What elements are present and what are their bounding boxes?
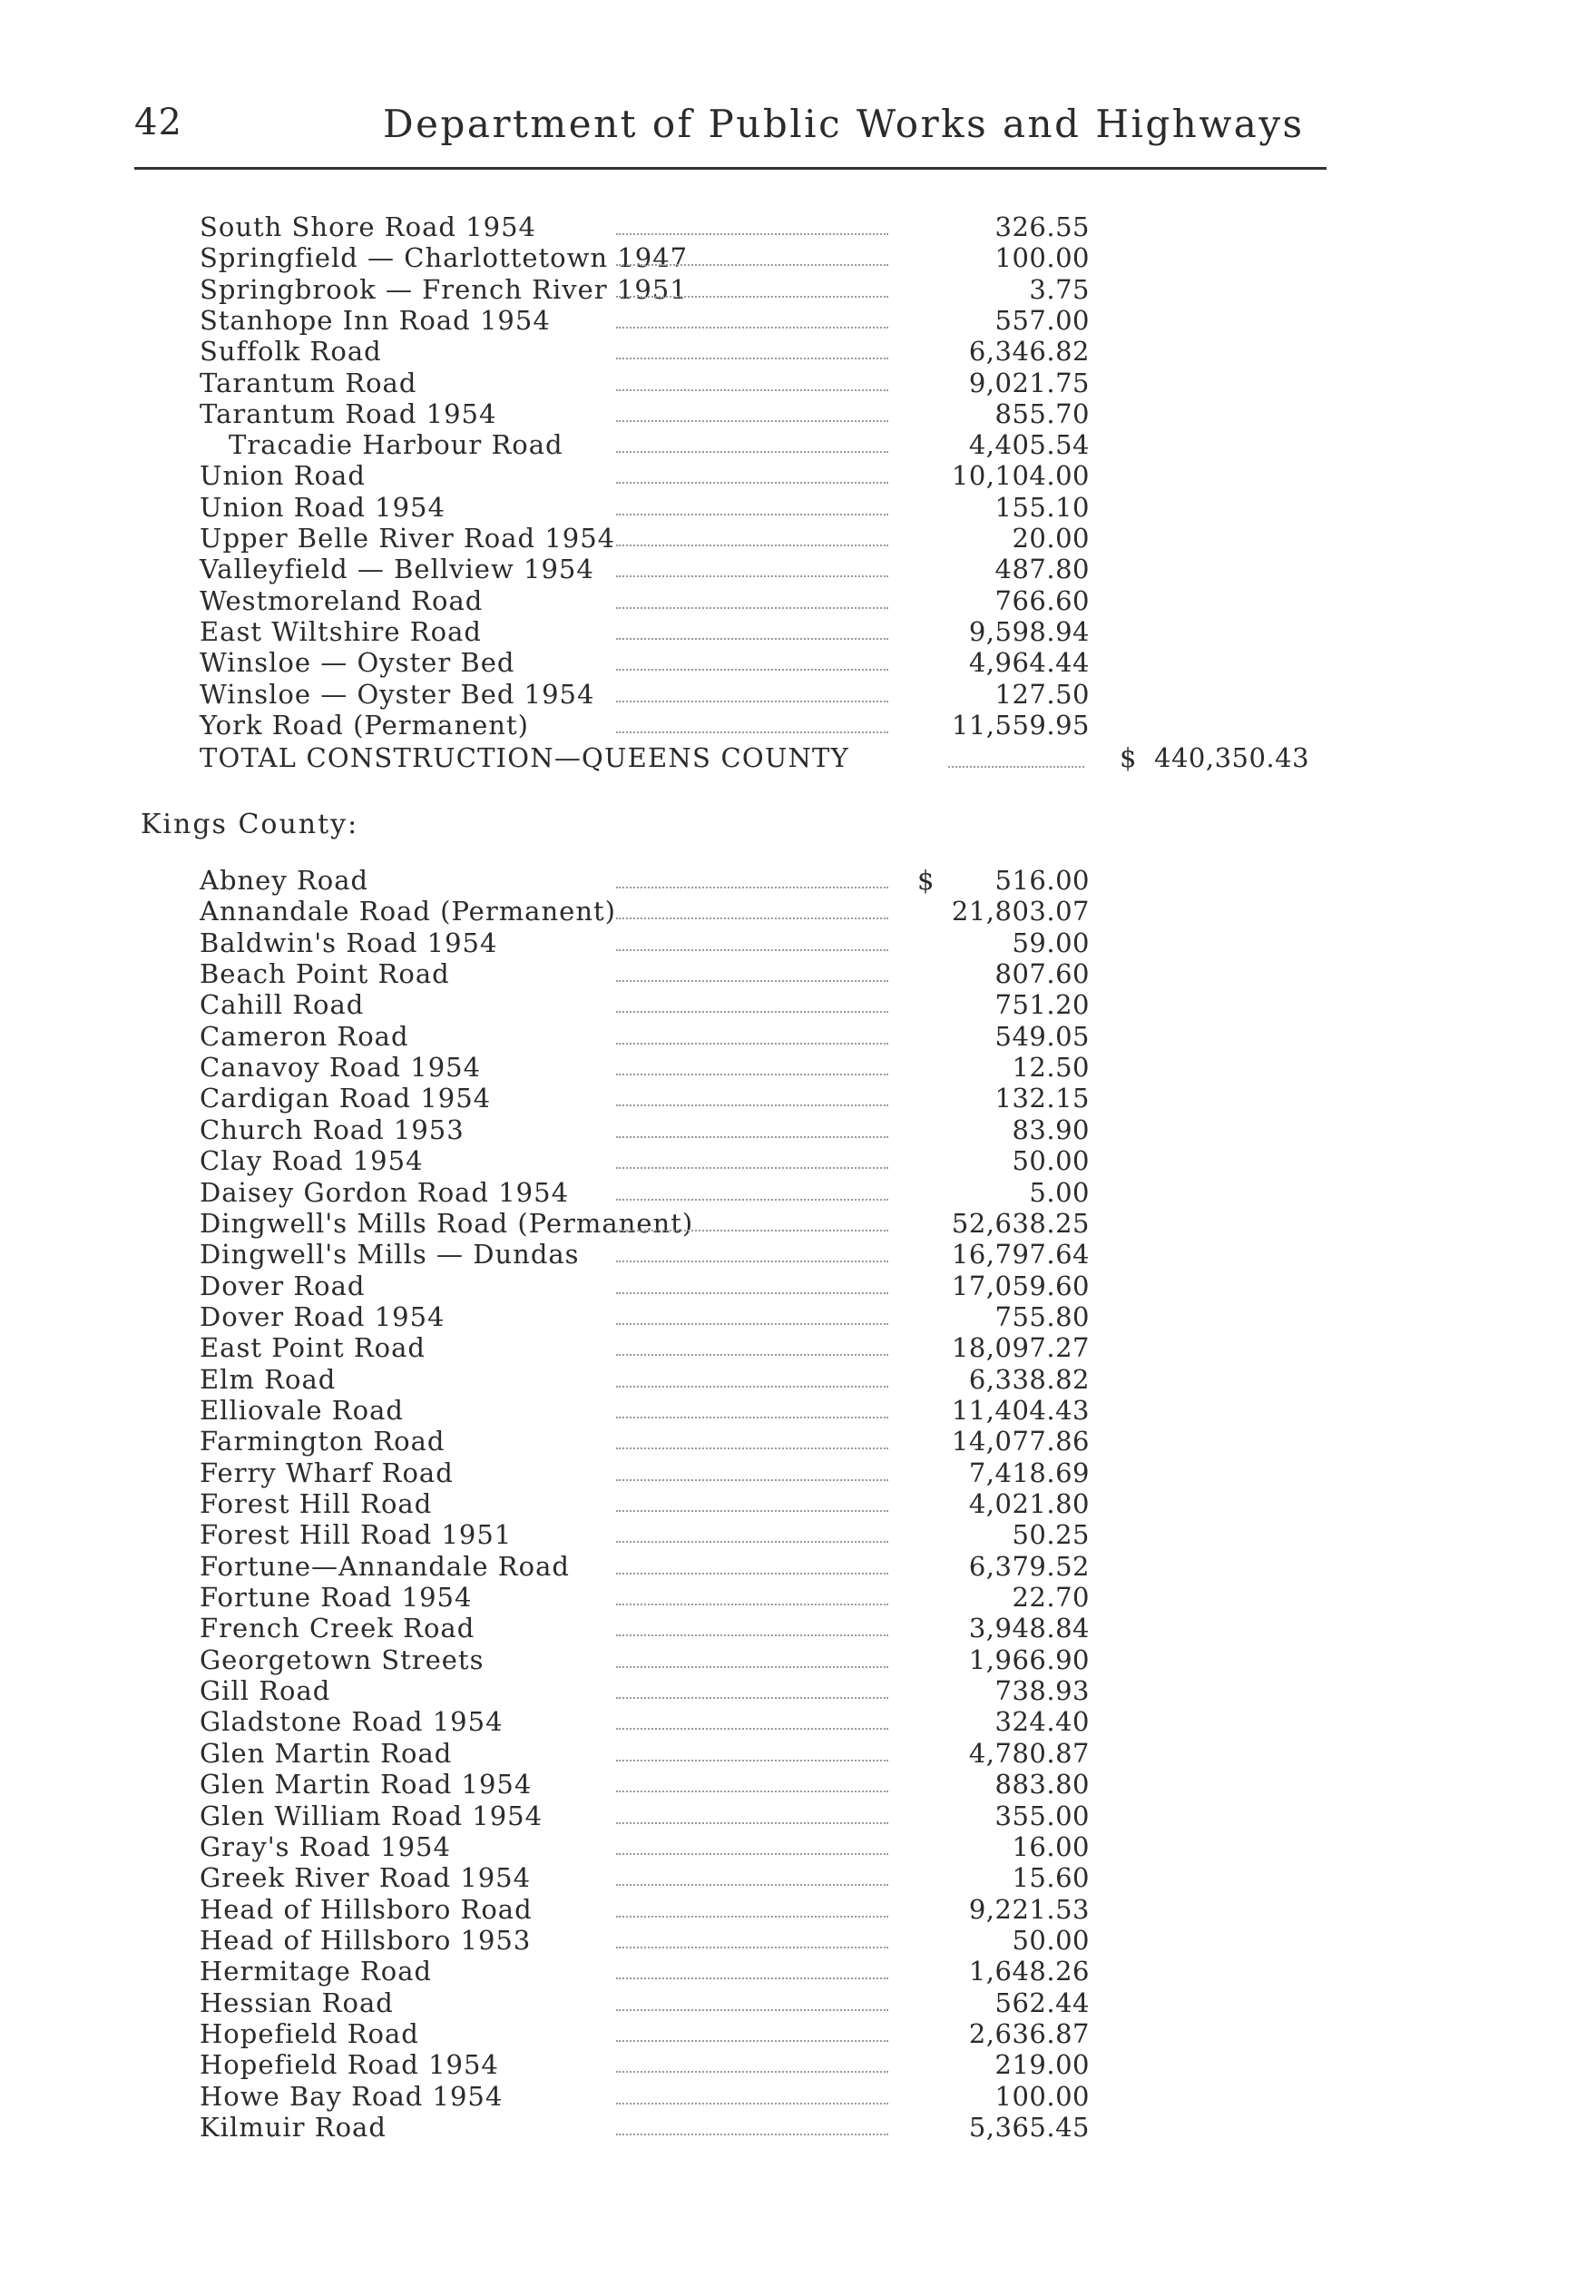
road-name: Glen Martin Road 1954 bbox=[200, 1769, 533, 1800]
page-number: 42 bbox=[134, 102, 182, 143]
amount: 355.00 bbox=[994, 1800, 1090, 1831]
table-row bbox=[0, 1114, 1596, 1145]
table-row bbox=[0, 1239, 1596, 1270]
page-header bbox=[0, 102, 1596, 149]
queens-total-row bbox=[0, 742, 1596, 773]
leader-dots bbox=[616, 905, 888, 919]
total-amount: 440,350.43 bbox=[1154, 742, 1310, 773]
road-name: Abney Road bbox=[200, 865, 369, 896]
amount: 15.60 bbox=[1012, 1862, 1090, 1894]
leader-dots bbox=[616, 563, 888, 577]
amount: 11,559.95 bbox=[951, 709, 1090, 741]
amount: 1,648.26 bbox=[968, 1956, 1090, 1987]
leader-dots bbox=[616, 1435, 888, 1449]
table-row bbox=[0, 305, 1596, 336]
table-row bbox=[0, 1551, 1596, 1582]
leader-dots bbox=[616, 1934, 888, 1948]
leader-dots bbox=[616, 2121, 888, 2135]
currency-sign: $ bbox=[917, 865, 935, 896]
leader-dots bbox=[616, 1871, 888, 1886]
leader-dots bbox=[616, 501, 888, 515]
table-row bbox=[0, 492, 1596, 523]
amount: 7,418.69 bbox=[968, 1457, 1090, 1488]
leader-dots bbox=[616, 469, 888, 484]
leader-dots bbox=[616, 1810, 888, 1824]
leader-dots bbox=[616, 1903, 888, 1918]
table-row bbox=[0, 274, 1596, 305]
road-name: Howe Bay Road 1954 bbox=[200, 2080, 504, 2112]
amount: 219.00 bbox=[994, 2049, 1090, 2081]
amount: 20.00 bbox=[1012, 523, 1090, 554]
table-row bbox=[0, 523, 1596, 554]
table-row bbox=[0, 1426, 1596, 1457]
road-name: French Creek Road bbox=[200, 1613, 475, 1644]
road-name: Beach Point Road bbox=[200, 958, 450, 990]
road-name: Springfield — Charlottetown 1947 bbox=[200, 242, 689, 274]
leader-dots bbox=[616, 1154, 888, 1169]
road-name: Glen William Road 1954 bbox=[200, 1800, 543, 1831]
table-row bbox=[0, 2112, 1596, 2143]
leader-dots bbox=[616, 2090, 888, 2105]
leader-dots bbox=[616, 1061, 888, 1075]
amount: 4,780.87 bbox=[968, 1737, 1090, 1769]
leader-dots bbox=[616, 1186, 888, 1201]
amount: 50.00 bbox=[1012, 1145, 1090, 1177]
leader-dots bbox=[616, 1467, 888, 1481]
amount: 4,021.80 bbox=[968, 1488, 1090, 1519]
table-row bbox=[0, 211, 1596, 242]
road-name: Hopefield Road 1954 bbox=[200, 2049, 499, 2081]
amount: 50.00 bbox=[1012, 1924, 1090, 1956]
amount: 4,405.54 bbox=[968, 429, 1090, 461]
table-row bbox=[0, 1271, 1596, 1301]
table-row bbox=[0, 1956, 1596, 1987]
road-name: Ferry Wharf Road bbox=[200, 1457, 454, 1488]
road-name: Forest Hill Road 1951 bbox=[200, 1519, 513, 1551]
leader-dots bbox=[616, 407, 888, 422]
running-head: Department of Public Works and Highways bbox=[383, 102, 1305, 146]
amount: 83.90 bbox=[1012, 1114, 1090, 1145]
leader-dots bbox=[616, 1622, 888, 1636]
table-row bbox=[0, 1395, 1596, 1426]
table-row bbox=[0, 616, 1596, 647]
table-row bbox=[0, 1644, 1596, 1675]
table-row bbox=[0, 865, 1596, 896]
road-name: Hopefield Road bbox=[200, 2017, 419, 2049]
table-row bbox=[0, 1862, 1596, 1893]
amount: 52,638.25 bbox=[951, 1207, 1090, 1239]
total-label: TOTAL CONSTRUCTION—QUEENS COUNTY bbox=[200, 742, 849, 773]
header-rule bbox=[134, 167, 1327, 170]
amount: 766.60 bbox=[994, 584, 1090, 616]
leader-dots bbox=[616, 1341, 888, 1356]
leader-dots bbox=[616, 345, 888, 359]
leader-dots bbox=[616, 1560, 888, 1575]
road-name: Union Road bbox=[200, 460, 366, 492]
road-name: Kilmuir Road bbox=[200, 2112, 387, 2143]
road-name: Elliovale Road bbox=[200, 1394, 404, 1426]
amount: 6,346.82 bbox=[968, 336, 1090, 368]
leader-dots bbox=[616, 251, 888, 266]
amount: 155.10 bbox=[994, 491, 1090, 523]
table-row bbox=[0, 1925, 1596, 1956]
amount: 100.00 bbox=[994, 242, 1090, 274]
table-row bbox=[0, 336, 1596, 367]
table-row bbox=[0, 896, 1596, 927]
leader-dots bbox=[616, 1778, 888, 1792]
amount: 755.80 bbox=[994, 1300, 1090, 1332]
road-name: Hermitage Road bbox=[200, 1956, 433, 1987]
amount: 9,598.94 bbox=[968, 615, 1090, 647]
road-name: Dover Road bbox=[200, 1270, 366, 1301]
road-name: Springbrook — French River 1951 bbox=[200, 273, 688, 305]
amount: 21,803.07 bbox=[951, 896, 1090, 927]
table-row bbox=[0, 1738, 1596, 1769]
leader-dots bbox=[616, 1528, 888, 1543]
amount: 738.93 bbox=[994, 1675, 1090, 1707]
leader-dots bbox=[616, 1092, 888, 1106]
leader-dots bbox=[616, 594, 888, 609]
section-heading-kings: Kings County: bbox=[141, 809, 359, 840]
leader-dots bbox=[616, 1747, 888, 1761]
leader-dots bbox=[616, 688, 888, 702]
table-row bbox=[0, 1083, 1596, 1114]
table-row bbox=[0, 989, 1596, 1020]
leader-dots bbox=[616, 438, 888, 453]
leader-dots bbox=[616, 1123, 888, 1138]
amount: 16,797.64 bbox=[951, 1239, 1090, 1271]
table-row bbox=[0, 1301, 1596, 1332]
leader-dots bbox=[616, 1965, 888, 1979]
table-row bbox=[0, 1582, 1596, 1613]
amount: 14,077.86 bbox=[951, 1426, 1090, 1457]
road-name: Cardigan Road 1954 bbox=[200, 1083, 492, 1114]
amount: 751.20 bbox=[994, 989, 1090, 1021]
table-row bbox=[0, 2049, 1596, 2080]
table-row bbox=[0, 398, 1596, 429]
table-row bbox=[0, 554, 1596, 584]
amount: 549.05 bbox=[994, 1020, 1090, 1052]
table-row bbox=[0, 1177, 1596, 1208]
amount: 883.80 bbox=[994, 1769, 1090, 1800]
road-name: Tarantum Road 1954 bbox=[200, 397, 497, 429]
table-row bbox=[0, 1364, 1596, 1395]
leader-dots bbox=[616, 937, 888, 951]
road-name: Georgetown Streets bbox=[200, 1644, 485, 1675]
table-row bbox=[0, 1457, 1596, 1488]
amount: 17,059.60 bbox=[951, 1270, 1090, 1301]
table-row bbox=[0, 585, 1596, 616]
amount: 18,097.27 bbox=[951, 1332, 1090, 1364]
road-name: Dingwell's Mills — Dundas bbox=[200, 1239, 580, 1271]
leader-dots bbox=[948, 755, 1084, 768]
road-name: Elm Road bbox=[200, 1363, 337, 1395]
table-row bbox=[0, 460, 1596, 491]
amount: 6,338.82 bbox=[968, 1363, 1090, 1395]
leader-dots bbox=[616, 719, 888, 733]
leader-dots bbox=[616, 2058, 888, 2073]
road-name: Tracadie Harbour Road bbox=[229, 429, 563, 461]
table-row bbox=[0, 2018, 1596, 2049]
leader-dots bbox=[616, 1497, 888, 1512]
amount: 12.50 bbox=[1012, 1052, 1090, 1084]
table-row bbox=[0, 242, 1596, 273]
leader-dots bbox=[616, 656, 888, 671]
amount: 326.55 bbox=[994, 211, 1090, 242]
road-name: Dover Road 1954 bbox=[200, 1300, 446, 1332]
table-row bbox=[0, 1675, 1596, 1706]
leader-dots bbox=[616, 874, 888, 888]
road-name: Glen Martin Road bbox=[200, 1737, 453, 1769]
table-row bbox=[0, 1831, 1596, 1862]
table-row bbox=[0, 1800, 1596, 1831]
amount: 9,021.75 bbox=[968, 367, 1090, 398]
amount: 3.75 bbox=[1029, 273, 1090, 305]
road-name: Daisey Gordon Road 1954 bbox=[200, 1176, 570, 1208]
amount: 855.70 bbox=[994, 397, 1090, 429]
leader-dots bbox=[616, 1997, 888, 2011]
amount: 5.00 bbox=[1029, 1176, 1090, 1208]
road-name: Forest Hill Road bbox=[200, 1488, 433, 1519]
leader-dots bbox=[616, 221, 888, 235]
leader-dots bbox=[616, 1030, 888, 1045]
table-row bbox=[0, 1769, 1596, 1800]
amount: 132.15 bbox=[994, 1083, 1090, 1114]
amount: 11,404.43 bbox=[951, 1394, 1090, 1426]
leader-dots bbox=[616, 1591, 888, 1605]
table-row bbox=[0, 2081, 1596, 2112]
table-row bbox=[0, 958, 1596, 989]
leader-dots bbox=[616, 1715, 888, 1730]
amount: 6,379.52 bbox=[968, 1550, 1090, 1582]
leader-dots bbox=[616, 1684, 888, 1699]
road-name: Suffolk Road bbox=[200, 336, 382, 368]
leader-dots bbox=[616, 1217, 888, 1231]
road-name: Cahill Road bbox=[200, 989, 365, 1021]
road-name: Clay Road 1954 bbox=[200, 1145, 424, 1177]
leader-dots bbox=[616, 1280, 888, 1294]
table-row bbox=[0, 1894, 1596, 1925]
table-row bbox=[0, 927, 1596, 958]
road-name: East Wiltshire Road bbox=[200, 615, 482, 647]
amount: 3,948.84 bbox=[968, 1613, 1090, 1644]
road-name: Gray's Road 1954 bbox=[200, 1830, 451, 1862]
road-name: Dingwell's Mills Road (Permanent) bbox=[200, 1207, 694, 1239]
leader-dots bbox=[616, 625, 888, 640]
amount: 22.70 bbox=[1012, 1582, 1090, 1614]
amount: 59.00 bbox=[1012, 927, 1090, 958]
road-name: Tarantum Road bbox=[200, 367, 417, 398]
amount: 16.00 bbox=[1012, 1830, 1090, 1862]
amount: 127.50 bbox=[994, 678, 1090, 710]
table-row bbox=[0, 1052, 1596, 1083]
leader-dots bbox=[616, 1248, 888, 1262]
road-name: Cameron Road bbox=[200, 1020, 409, 1052]
amount: 324.40 bbox=[994, 1706, 1090, 1738]
table-row bbox=[0, 679, 1596, 710]
road-name: Head of Hillsboro Road bbox=[200, 1893, 533, 1925]
road-name: Upper Belle River Road 1954 bbox=[200, 523, 616, 554]
road-name: Gladstone Road 1954 bbox=[200, 1706, 504, 1738]
table-row bbox=[0, 1332, 1596, 1363]
currency-sign: $ bbox=[1120, 742, 1137, 773]
table-row bbox=[0, 1706, 1596, 1737]
road-name: Church Road 1953 bbox=[200, 1114, 465, 1145]
leader-dots bbox=[616, 1373, 888, 1388]
road-name: South Shore Road 1954 bbox=[200, 211, 536, 242]
road-name: Winsloe — Oyster Bed bbox=[200, 647, 515, 679]
road-name: Valleyfield — Bellview 1954 bbox=[200, 554, 594, 585]
table-row bbox=[0, 1488, 1596, 1519]
leader-dots bbox=[616, 283, 888, 298]
amount: 50.25 bbox=[1012, 1519, 1090, 1551]
amount: 807.60 bbox=[994, 958, 1090, 990]
road-name: Winsloe — Oyster Bed 1954 bbox=[200, 678, 595, 710]
road-name: Greek River Road 1954 bbox=[200, 1862, 532, 1894]
road-name: Fortune Road 1954 bbox=[200, 1582, 473, 1614]
leader-dots bbox=[616, 1840, 888, 1855]
amount: 516.00 bbox=[994, 865, 1090, 896]
leader-dots bbox=[616, 1653, 888, 1668]
road-name: Annandale Road (Permanent) bbox=[200, 896, 616, 927]
road-name: York Road (Permanent) bbox=[200, 709, 529, 741]
amount: 9,221.53 bbox=[968, 1893, 1090, 1925]
amount: 4,964.44 bbox=[968, 647, 1090, 679]
table-row bbox=[0, 368, 1596, 398]
leader-dots bbox=[616, 532, 888, 546]
leader-dots bbox=[616, 377, 888, 391]
table-row bbox=[0, 1145, 1596, 1176]
leader-dots bbox=[616, 998, 888, 1013]
table-row bbox=[0, 1519, 1596, 1550]
table-row bbox=[0, 1987, 1596, 2018]
table-row bbox=[0, 1021, 1596, 1052]
amount: 2,636.87 bbox=[968, 2017, 1090, 2049]
table-row bbox=[0, 647, 1596, 678]
road-name: Fortune—Annandale Road bbox=[200, 1550, 570, 1582]
road-name: Head of Hillsboro 1953 bbox=[200, 1924, 532, 1956]
leader-dots bbox=[616, 1310, 888, 1325]
amount: 487.80 bbox=[994, 554, 1090, 585]
road-name: Union Road 1954 bbox=[200, 491, 446, 523]
road-name: Gill Road bbox=[200, 1675, 331, 1707]
amount: 10,104.00 bbox=[951, 460, 1090, 492]
road-name: Canavoy Road 1954 bbox=[200, 1052, 482, 1084]
amount: 5,365.45 bbox=[968, 2112, 1090, 2143]
road-name: Westmoreland Road bbox=[200, 584, 484, 616]
amount: 1,966.90 bbox=[968, 1644, 1090, 1675]
leader-dots bbox=[616, 314, 888, 329]
amount: 562.44 bbox=[994, 1987, 1090, 2018]
leader-dots bbox=[616, 2027, 888, 2042]
table-row bbox=[0, 1208, 1596, 1239]
leader-dots bbox=[616, 967, 888, 982]
road-name: Hessian Road bbox=[200, 1987, 394, 2018]
road-name: East Point Road bbox=[200, 1332, 426, 1364]
leader-dots bbox=[616, 1404, 888, 1418]
amount: 100.00 bbox=[994, 2080, 1090, 2112]
table-row bbox=[0, 710, 1596, 741]
table-row bbox=[0, 1613, 1596, 1644]
road-name: Farmington Road bbox=[200, 1426, 446, 1457]
amount: 557.00 bbox=[994, 304, 1090, 336]
road-name: Stanhope Inn Road 1954 bbox=[200, 304, 551, 336]
table-row bbox=[0, 429, 1596, 460]
road-name: Baldwin's Road 1954 bbox=[200, 927, 498, 958]
